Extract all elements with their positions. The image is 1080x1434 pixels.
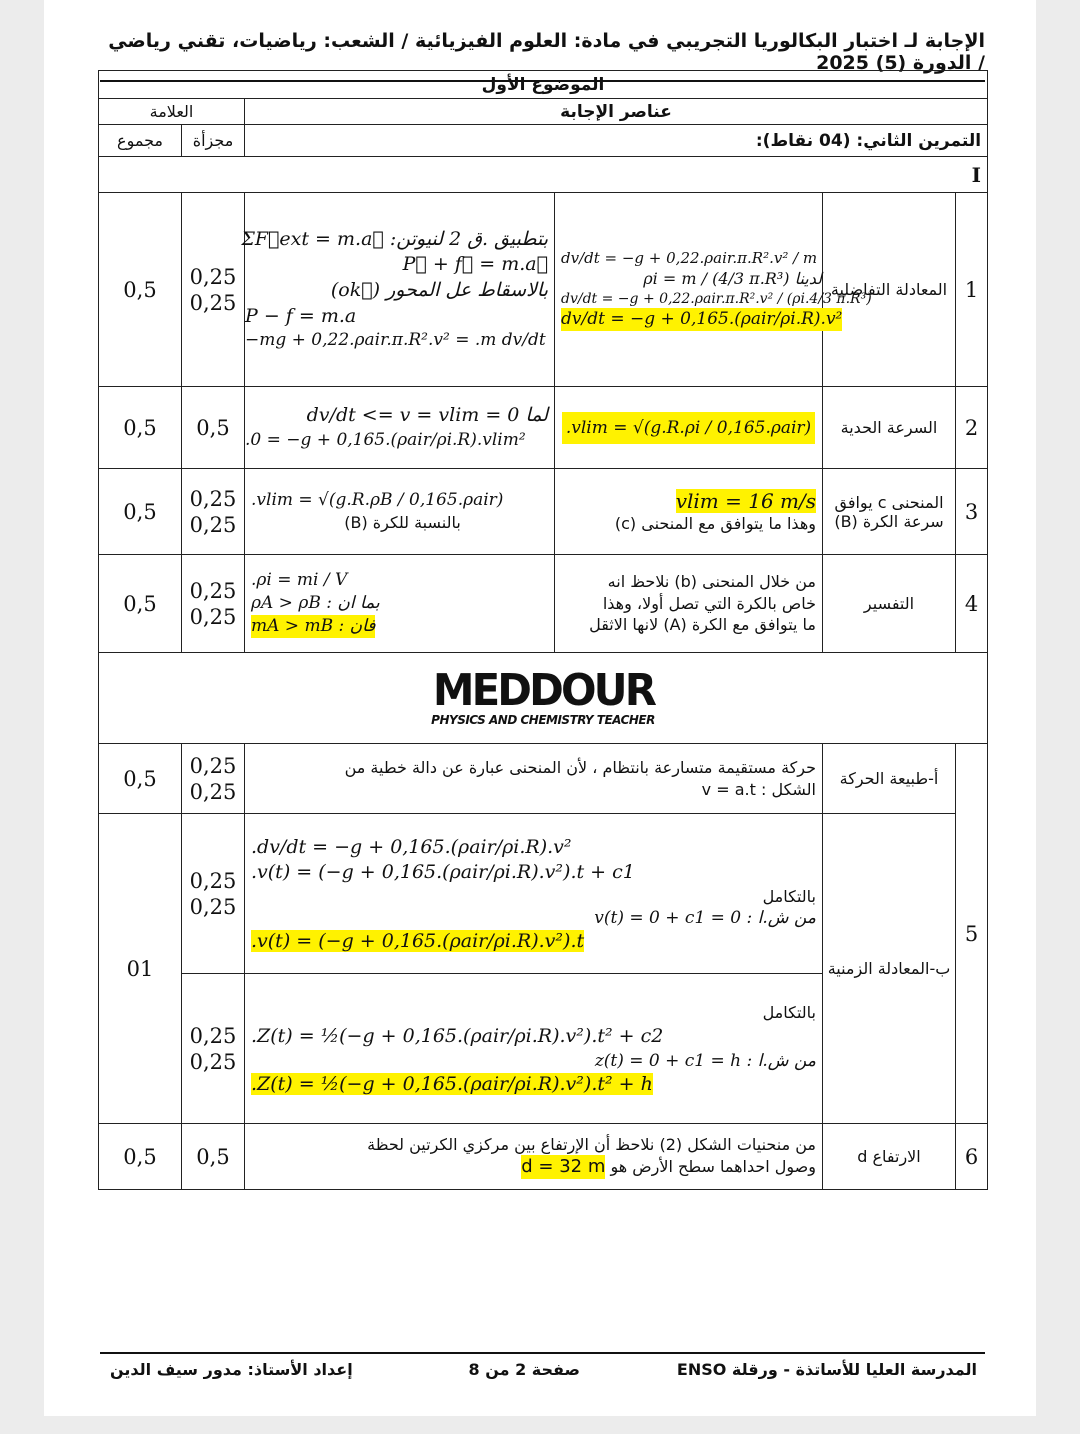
answer-line: بما ان : ρA > ρB bbox=[251, 593, 380, 614]
partial-mark: 0,5 bbox=[182, 1124, 245, 1190]
answer-line: .Z(t) = ½(−g + 0,165.(ρair/ρi.R).v²).t² + c2 bbox=[251, 1025, 664, 1047]
answer-line: من خلال المنحنى (b) نلاحظ انه bbox=[607, 572, 816, 592]
question-number: 1 bbox=[956, 193, 988, 387]
partial-header: مجزأة bbox=[182, 125, 245, 157]
partial-mark: 0,25 bbox=[189, 894, 237, 919]
table-row bbox=[99, 387, 988, 469]
highlighted-result: .Z(t) = ½(−g + 0,165.(ρair/ρi.R).v²).t² + h bbox=[251, 1072, 653, 1095]
question-title: أ-طبيعة الحركة bbox=[823, 744, 956, 814]
answer-line: بالتكامل bbox=[762, 1003, 816, 1023]
school-name: المدرسة العليا للأساتذة - ورقلة ENSO bbox=[676, 1360, 977, 1379]
answer-line: من ش.ا : z(t) = 0 + c1 = h bbox=[594, 1050, 816, 1071]
partial-mark: 0,25 bbox=[189, 1049, 237, 1074]
answer-line: لدينا ρi = m / (4/3 π.R³) bbox=[643, 268, 822, 288]
mark-header: العلامة bbox=[99, 99, 245, 125]
answer-line: من منحنيات الشكل (2) نلاحظ أن الإرتفاع بين مركزي الكرتين لحظة bbox=[367, 1134, 816, 1154]
total-mark: 0,5 bbox=[99, 555, 182, 653]
table-row bbox=[99, 193, 988, 387]
answer-line: ما يتوافق مع الكرة (A) لانها الاثقل bbox=[589, 615, 816, 635]
partial-mark: 0,25 bbox=[189, 753, 237, 778]
logo-subtitle: PHYSICS AND CHEMISTRY TEACHER bbox=[431, 713, 655, 727]
answer-line: dv/dt = −g + 0,22.ρair.π.R².v² / m bbox=[561, 248, 818, 267]
total-mark: 01 bbox=[99, 814, 182, 1124]
partial-mark: 0,25 bbox=[189, 779, 237, 804]
answer-line: P⃗ + f⃗ = m.a⃗ bbox=[402, 253, 548, 276]
question-title: التفسير bbox=[823, 555, 956, 653]
highlighted-result: .v(t) = (−g + 0,165.(ρair/ρi.R).v²).t bbox=[251, 930, 585, 953]
answer-line: خاص بالكرة التي تصل أولا، وهذا bbox=[602, 593, 816, 613]
answer-line: −mg + 0,22.ρair.π.R².v² = .m dv/dt bbox=[245, 330, 546, 351]
highlighted-result: فان : mA > mB bbox=[251, 615, 376, 636]
page-number: صفحة 2 من 8 bbox=[468, 1360, 580, 1379]
answer-line: من ش.ا : v(t) = 0 + c1 = 0 bbox=[594, 908, 816, 929]
question-title: ب-المعادلة الزمنية bbox=[823, 814, 956, 1124]
highlighted-result: vlim = 16 m/s bbox=[675, 488, 816, 513]
total-mark: 0,5 bbox=[99, 469, 182, 555]
teacher-logo bbox=[99, 653, 988, 744]
answer-table bbox=[98, 70, 988, 1190]
answer-elements-header: عناصر الإجابة bbox=[245, 99, 988, 125]
partial-mark: 0,25 bbox=[189, 1023, 237, 1048]
question-number: 4 bbox=[956, 555, 988, 653]
question-title: الارتفاع d bbox=[823, 1124, 956, 1190]
table-row bbox=[99, 744, 988, 814]
question-number: 5 bbox=[956, 744, 988, 1124]
partial-mark: 0,25 bbox=[189, 868, 237, 893]
part-label: I bbox=[99, 157, 988, 193]
total-mark: 0,5 bbox=[99, 193, 182, 387]
partial-mark: 0,25 bbox=[189, 290, 237, 315]
answer-line: بتطبيق .ق 2 لنيوتن: ΣF⃗ext = m.a⃗ bbox=[241, 227, 548, 250]
table-row bbox=[99, 555, 988, 653]
partial-mark: 0,25 bbox=[189, 486, 237, 511]
partial-mark: 0,25 bbox=[189, 578, 237, 603]
answer-line: لما 0 = dv/dt <= v = vlim bbox=[306, 404, 548, 427]
table-row bbox=[99, 469, 988, 555]
total-header: مجموع bbox=[99, 125, 182, 157]
total-mark: 0,5 bbox=[99, 387, 182, 469]
partial-mark: 0,25 bbox=[189, 604, 237, 629]
question-title: المنحنى c يوافق سرعة الكرة (B) bbox=[823, 469, 956, 555]
answer-line: .dv/dt = −g + 0,165.(ρair/ρi.R).v² bbox=[251, 835, 572, 858]
answer-line: .v(t) = (−g + 0,165.(ρair/ρi.R).v²).t + c1 bbox=[251, 861, 635, 884]
answer-line: .0 = −g + 0,165.(ρair/ρi.R).vlim² bbox=[245, 429, 526, 450]
answer-line: .ρi = mi / V bbox=[251, 570, 348, 591]
highlighted-result: dv/dt = −g + 0,165.(ρair/ρi.R).v² bbox=[561, 309, 843, 330]
highlighted-result: d = 32 m bbox=[521, 1155, 605, 1179]
question-number: 3 bbox=[956, 469, 988, 555]
partial-mark: 0,25 bbox=[189, 264, 237, 289]
answer-line: بالتكامل bbox=[762, 886, 816, 906]
question-number: 6 bbox=[956, 1124, 988, 1190]
answer-line: P − f = m.a bbox=[245, 304, 357, 327]
table-row bbox=[99, 1124, 988, 1190]
partial-mark: 0,25 bbox=[189, 512, 237, 537]
total-mark: 0,5 bbox=[99, 1124, 182, 1190]
answer-line: بالنسبة للكرة (B) bbox=[344, 513, 461, 533]
subject-title: الموضوع الأول bbox=[99, 71, 988, 99]
exercise-title: التمرين الثاني: (04 نقاط): bbox=[245, 125, 988, 157]
question-title: السرعة الحدية bbox=[823, 387, 956, 469]
logo-text: MEDDOUR bbox=[432, 665, 654, 716]
answer-line: الشكل : v = a.t bbox=[701, 779, 816, 799]
answer-line: وصول احداهما سطح الأرض هو bbox=[610, 1157, 816, 1177]
answer-line: بالاسقاط عل المحور (ok⃗) bbox=[330, 279, 548, 302]
partial-mark: 0,5 bbox=[182, 387, 245, 469]
author-name: إعداد الأستاذ: مدور سيف الدين bbox=[110, 1360, 353, 1379]
table-row bbox=[99, 814, 988, 974]
highlighted-result: .vlim = √(g.R.ρi / 0,165.ρair) bbox=[562, 412, 815, 444]
answer-line: dv/dt = −g + 0,22.ρair.π.R².v² / (ρi.4/3 π.R³) bbox=[561, 290, 872, 307]
question-number: 2 bbox=[956, 387, 988, 469]
document-header: الإجابة لـ اختبار البكالوريا التجريبي في مادة: العلوم الفيزيائية / الشعب: رياضيات، تقني رياضي / الدورة (5) 2025 bbox=[100, 30, 985, 82]
answer-line: .vlim = √(g.R.ρB / 0,165.ρair) bbox=[251, 490, 504, 511]
answer-line: وهذا ما يتوافق مع المنحنى (c) bbox=[614, 513, 816, 533]
total-mark: 0,5 bbox=[99, 744, 182, 814]
question-title: المعادلة التفاضلية bbox=[823, 193, 956, 387]
document-footer bbox=[100, 1352, 985, 1388]
answer-line: حركة مستقيمة متسارعة بانتظام ، لأن المنحنى عبارة عن دالة خطية من bbox=[344, 757, 816, 777]
